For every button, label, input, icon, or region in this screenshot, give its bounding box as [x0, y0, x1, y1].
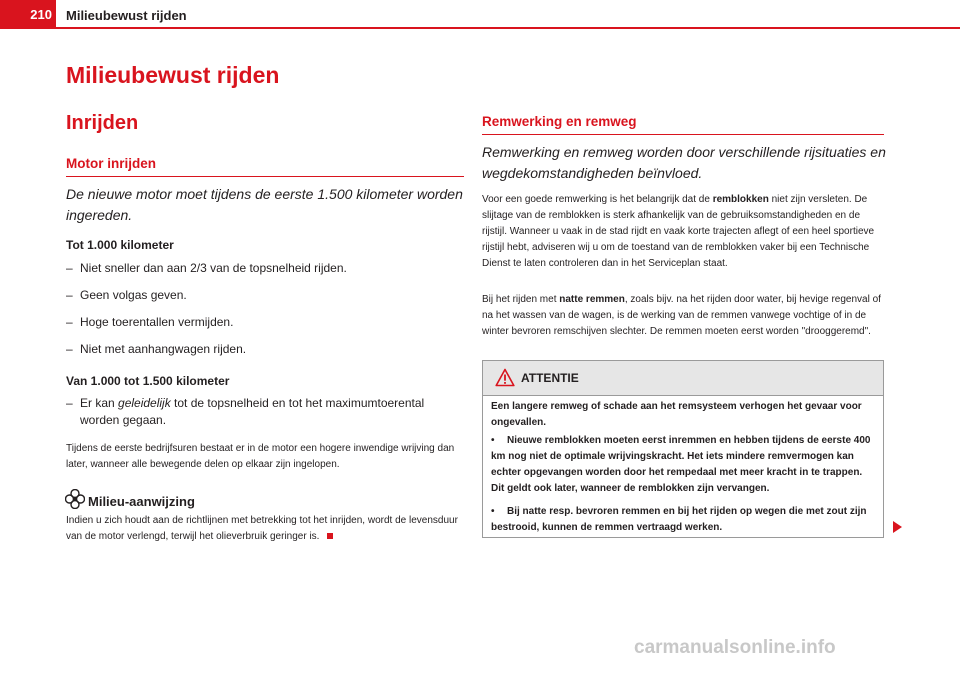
group2-heading: Van 1.000 tot 1.500 kilometer: [66, 374, 230, 388]
warning-box: [482, 360, 884, 538]
remwerking-lead: Remwerking en remweg worden door verschillende rijsituaties en wegdekomstandigheden beïnvloed.: [482, 144, 886, 181]
remwerking-paragraph-1: Voor een goede remwerking is het belangrijk dat de remblokken niet zijn versleten. De slijtage van de remblokken is sterk afhankelijk van de gebruiksomstandigheden en de rijstijl. Wanneer u vaak in de stad rijdt en vaak korte trajecten aflegt of een heel sportieve rijstijl hebt, adviseren wij u om de toestand van de remblokken vaker bij een Technische Dienst te laten controleren dan in het Serviceplan staat.: [482, 194, 875, 269]
header-rule: [56, 27, 960, 29]
running-title: Milieubewust rijden: [66, 8, 187, 23]
page-number: 210: [0, 0, 56, 29]
chapter-title: Milieubewust rijden: [66, 62, 280, 88]
warning-bullet: • Bij natte resp. bevroren remmen en bij het rijden op wegen die met zout zijn bestrooid, kunnen de remmen vertraagd werken.: [491, 506, 867, 533]
warning-intro: Een langere remweg of schade aan het remsysteem verhogen het gevaar voor ongevallen.: [491, 401, 862, 428]
warning-header: [483, 361, 883, 396]
watermark: carmanualsonline.info: [634, 637, 836, 658]
list-item: – Geen volgas geven.: [66, 288, 187, 302]
list-item: – Niet met aanhangwagen rijden.: [66, 342, 247, 356]
section-end-marker: [327, 533, 333, 539]
inrijden-paragraph: Tijdens de eerste bedrijfsuren bestaat er in de motor een hogere inwendige wrijving dan later, wanneer alle bewegende delen op elkaar zijn ingelopen.: [66, 443, 455, 470]
motor-inrijden-heading: Motor inrijden: [66, 156, 464, 177]
group1-heading: Tot 1.000 kilometer: [66, 238, 174, 252]
list-item: – Er kan geleidelijk tot de topsnelheid en tot het maximumtoerental worden gegaan.: [66, 396, 425, 427]
continue-arrow-icon: [893, 521, 902, 533]
flower-icon: [65, 489, 85, 509]
remwerking-heading: Remwerking en remweg: [482, 114, 884, 135]
warning-triangle-icon: [495, 368, 515, 387]
motor-inrijden-lead: De nieuwe motor moet tijdens de eerste 1.500 kilometer worden ingereden.: [66, 186, 463, 223]
warning-bullet: • Nieuwe remblokken moeten eerst inremmen en hebben tijdens de eerste 400 km nog niet de optimale wrijvingskracht. Het iets mindere remvermogen kan echter opgevangen worden door het rempedaal met meer kracht in te trappen. Dit geldt ook later, wanneer de remblokken zijn vervangen.: [491, 435, 871, 494]
environment-note-title: Milieu-aanwijzing: [88, 494, 195, 509]
list-item: – Hoge toerentallen vermijden.: [66, 315, 234, 329]
environment-note-text: Indien u zich houdt aan de richtlijnen met betrekking tot het inrijden, wordt de levensduur van de motor verlengd, terwijl het olieverbruik geringer is.: [66, 515, 458, 542]
list-item: – Niet sneller dan aan 2/3 van de topsnelheid rijden.: [66, 261, 347, 275]
warning-label: ATTENTIE: [521, 371, 579, 385]
section-title: Inrijden: [66, 112, 139, 134]
remwerking-paragraph-2: Bij het rijden met natte remmen, zoals bijv. na het rijden door water, bij hevige regenval of na het wassen van de wagen, is de werking van de remmen vanwege vochtige of in de winter bevroren remschijven slechter. De remmen moeten eerst worden "drooggeremd".: [482, 294, 881, 337]
